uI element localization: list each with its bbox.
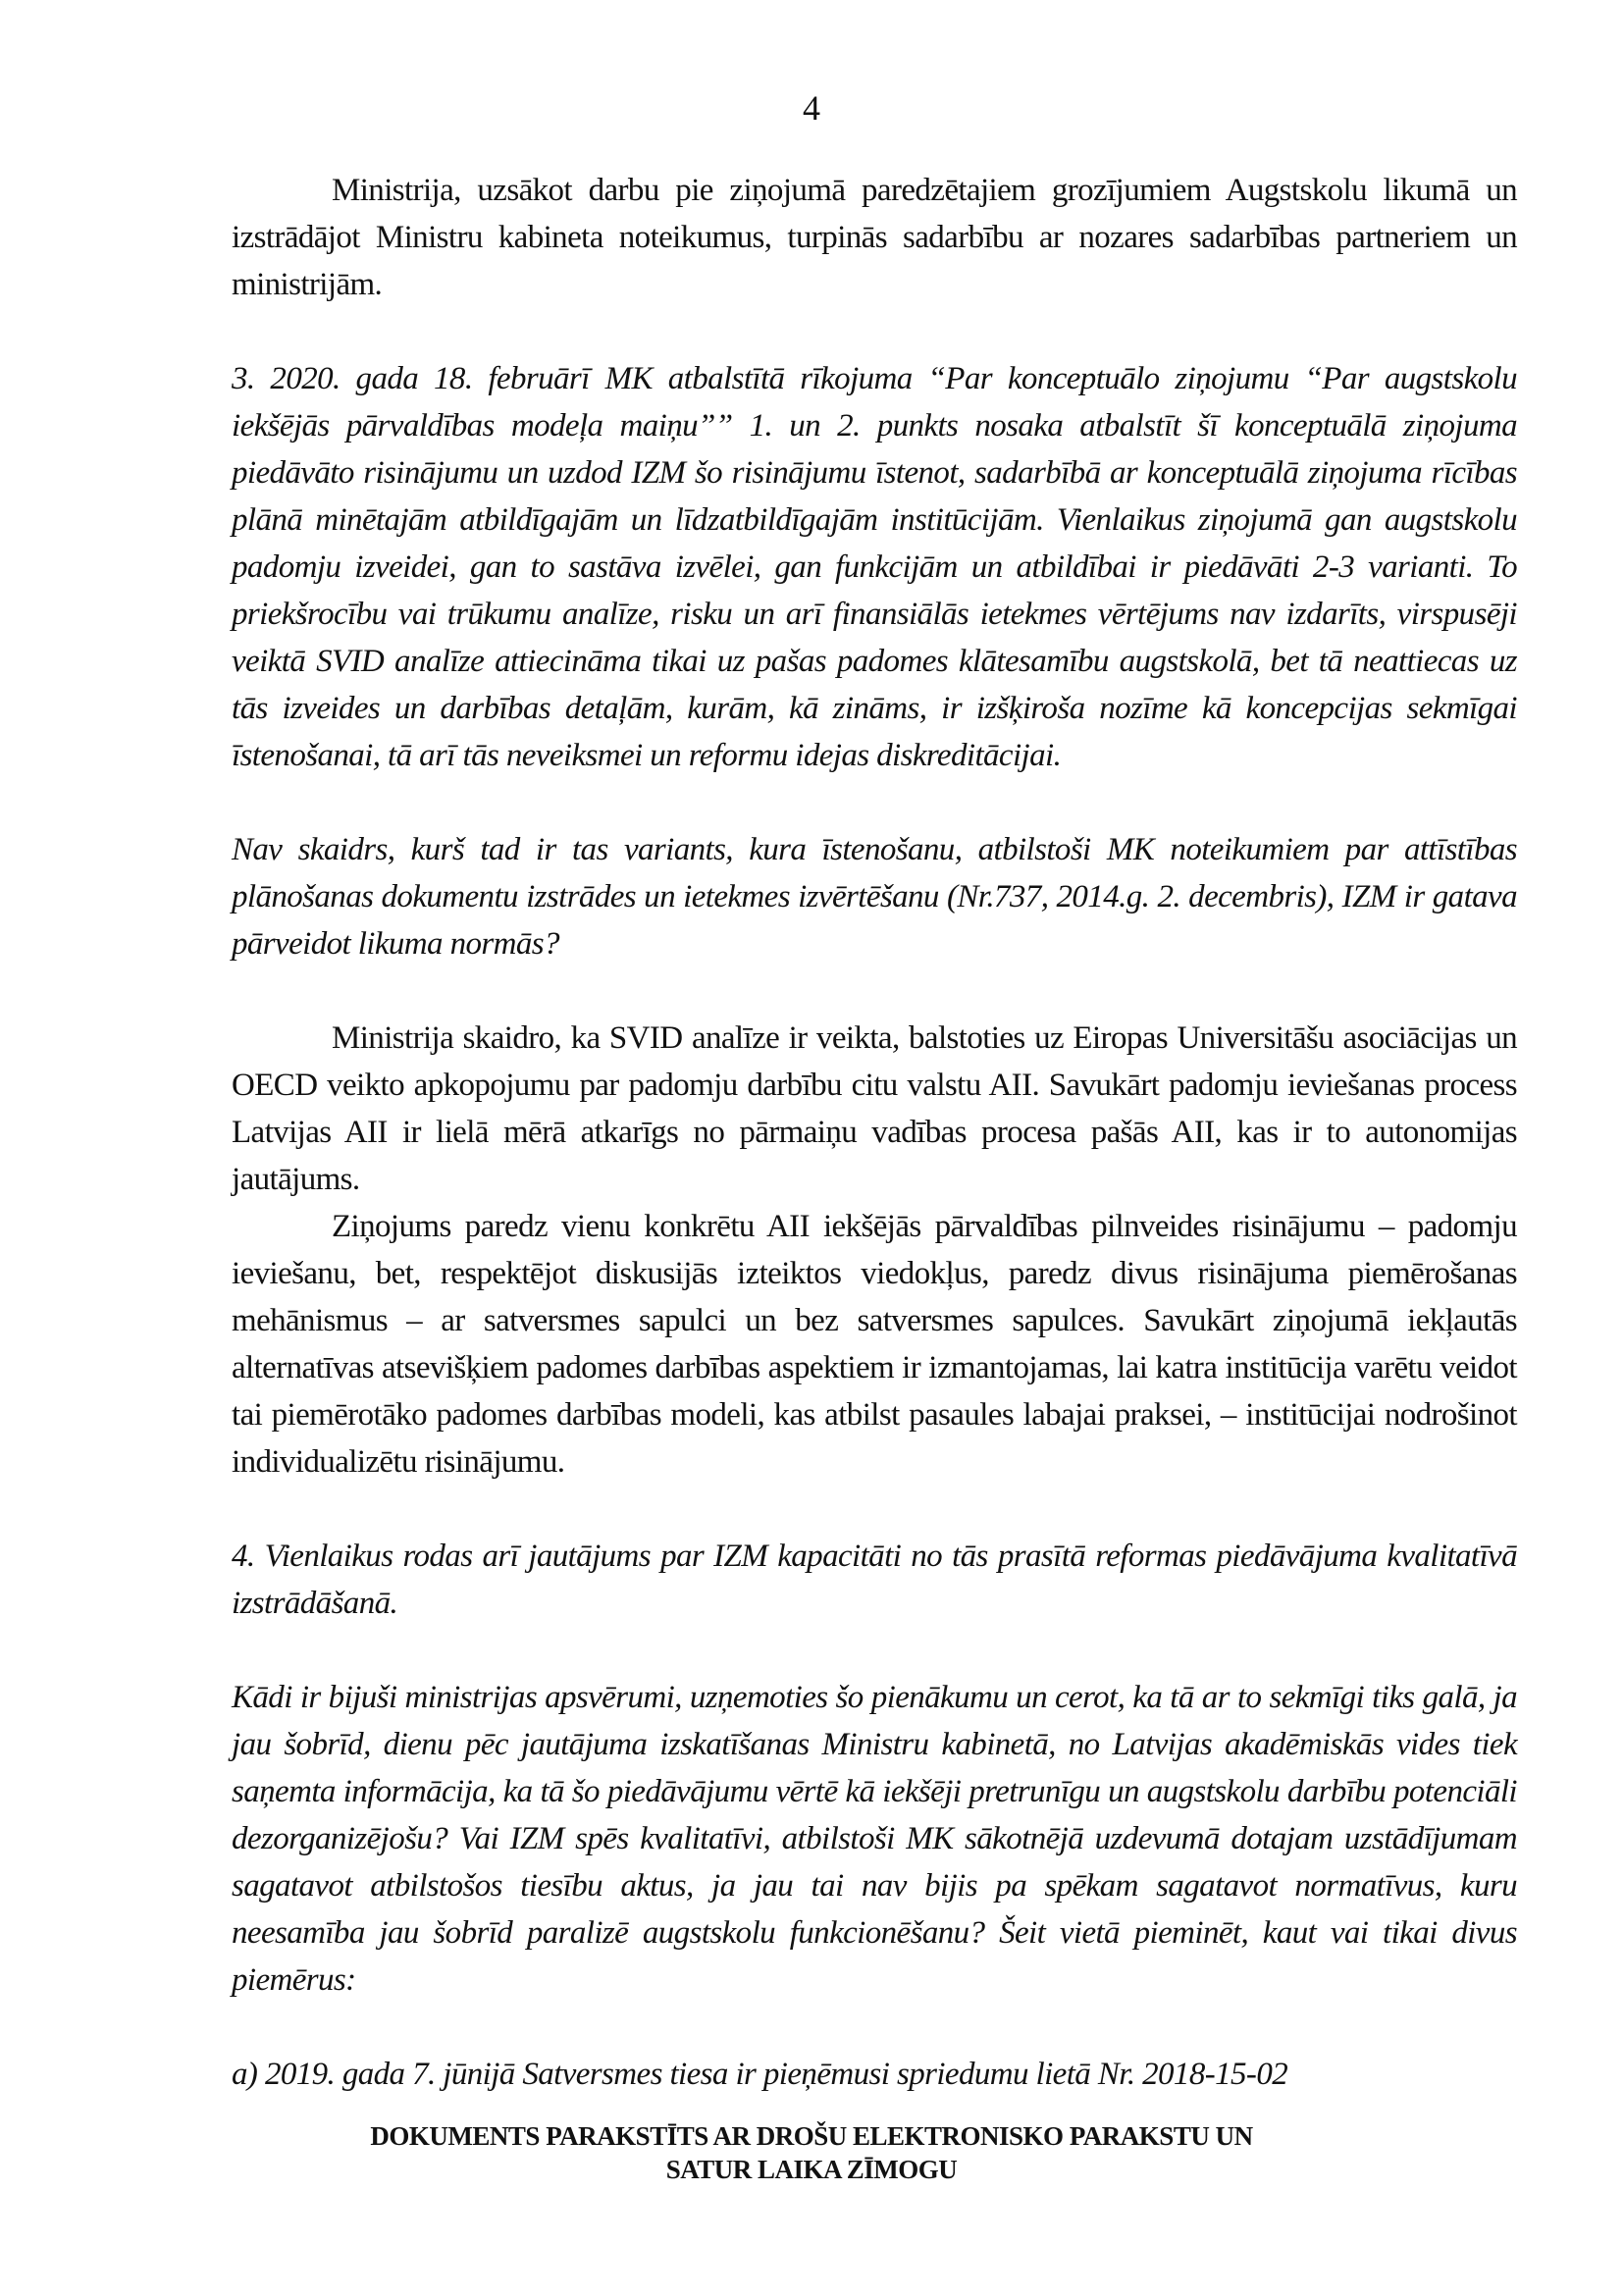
paragraph-example-a: a) 2019. gada 7. jūnijā Satversmes tiesa ir pieņēmusi spriedumu lietā Nr. 2018-15-02 bbox=[232, 2057, 1288, 2092]
paragraph-question-3: 3. 2020. gada 18. februārī MK atbalstītā rīkojuma “Par konceptuālo ziņojumu “Par augstskolu iekšējās pārvaldības modeļa maiņu”” 1. un 2. punkts nosaka atbalstīt šī konceptuālā ziņojuma piedāvāto risinājumu un uzdod IZM šo risinājumu īstenot, sadarbībā ar konceptuālā ziņojuma rīcības plānā minētajām atbildīgajām un līdzatbildīgajām institūcijām. Vienlaikus ziņojumā gan augstskolu padomju izveidei, gan to sastāva izvēlei, gan funkcijām un atbildībai ir piedāvāti 2-3 varianti. To priekšrocību vai trūkumu analīze, risku un arī finansiālās ietekmes vērtējums nav izdarīts, virspusēji veiktā SVID analīze attiecināma tikai uz pašas padomes klātesamību augstskolā, bet tā neattiecas uz tās izveides un darbības detaļām, kurām, kā zināms, ir izšķiroša nozīme kā koncepcijas sekmīgai īstenošanai, tā arī tās neveiksmei un reformu idejas diskreditācijai. bbox=[232, 361, 1517, 773]
paragraph-ministry-answer-report: Ziņojums paredz vienu konkrētu AII iekšējās pārvaldības pilnveides risinājumu – padomju ieviešanu, bet, respektējot diskusijās izteiktos viedokļus, paredz divus risinājuma piemērošanas mehānismus – ar satversmes sapulci un bez satversmes sapulces. Savukārt ziņojumā iekļautās alternatīvas atsevišķiem padomes darbības aspektiem ir izmantojamas, lai katra institūcija varētu veidot tai piemērotāko padomes darbības modeli, kas atbilst pasaules labajai praksei, – institūcijai nodrošinot individualizētu risinājumu. bbox=[232, 1209, 1517, 1480]
document-body bbox=[232, 167, 1517, 2098]
paragraph-ministry-cooperation: Ministrija, uzsākot darbu pie ziņojumā paredzētajiem grozījumiem Augstskolu likumā un izstrādājot Ministru kabineta noteikumus, turpinās sadarbību ar nozares sadarbības partneriem un ministrijām. bbox=[232, 173, 1517, 302]
footer-line-1: DOKUMENTS PARAKSTĪTS AR DROŠU ELEKTRONISKO PARAKSTU UN bbox=[370, 2121, 1253, 2151]
page-number: 4 bbox=[803, 88, 820, 128]
paragraph-question-4: 4. Vienlaikus rodas arī jautājums par IZM kapacitāti no tās prasītā reformas piedāvājuma kvalitatīvā izstrādāšanā. bbox=[232, 1539, 1517, 1621]
paragraph-question-3-followup: Nav skaidrs, kurš tad ir tas variants, kura īstenošanu, atbilstoši MK noteikumiem par attīstības plānošanas dokumentu izstrādes un ietekmes izvērtēšanu (Nr.737, 2014.g. 2. decembris), IZM ir gatava pārveidot likuma normās? bbox=[232, 832, 1517, 962]
paragraph-question-4-followup: Kādi ir bijuši ministrijas apsvērumi, uzņemoties šo pienākumu un cerot, ka tā ar to sekmīgi tiks galā, ja jau šobrīd, dienu pēc jautājuma izskatīšanas Ministru kabinetā, no Latvijas akadēmiskās vides tiek saņemta informācija, ka tā šo piedāvājumu vērtē kā iekšēji pretrunīgu un augstskolu darbību potenciāli dezorganizējošu? Vai IZM spēs kvalitatīvi, atbilstoši MK sākotnējā uzdevumā dotajam uzstādījumam sagatavot atbilstošos tiesību aktus, ja jau tai nav bijis pa spēkam sagatavot normatīvus, kuru neesamība jau šobrīd paralizē augstskolu funkcionēšanu? Šeit vietā pieminēt, kaut vai tikai divus piemērus: bbox=[232, 1680, 1517, 1998]
signature-footer bbox=[0, 2119, 1623, 2186]
paragraph-ministry-answer-svid: Ministrija skaidro, ka SVID analīze ir veikta, balstoties uz Eiropas Universitāšu asociācijas un OECD veikto apkopojumu par padomju darbību citu valstu AII. Savukārt padomju ieviešanas process Latvijas AII ir lielā mērā atkarīgs no pārmaiņu vadības procesa pašās AII, kas ir to autonomijas jautājums. bbox=[232, 1020, 1517, 1197]
footer-line-2: SATUR LAIKA ZĪMOGU bbox=[665, 2155, 958, 2184]
